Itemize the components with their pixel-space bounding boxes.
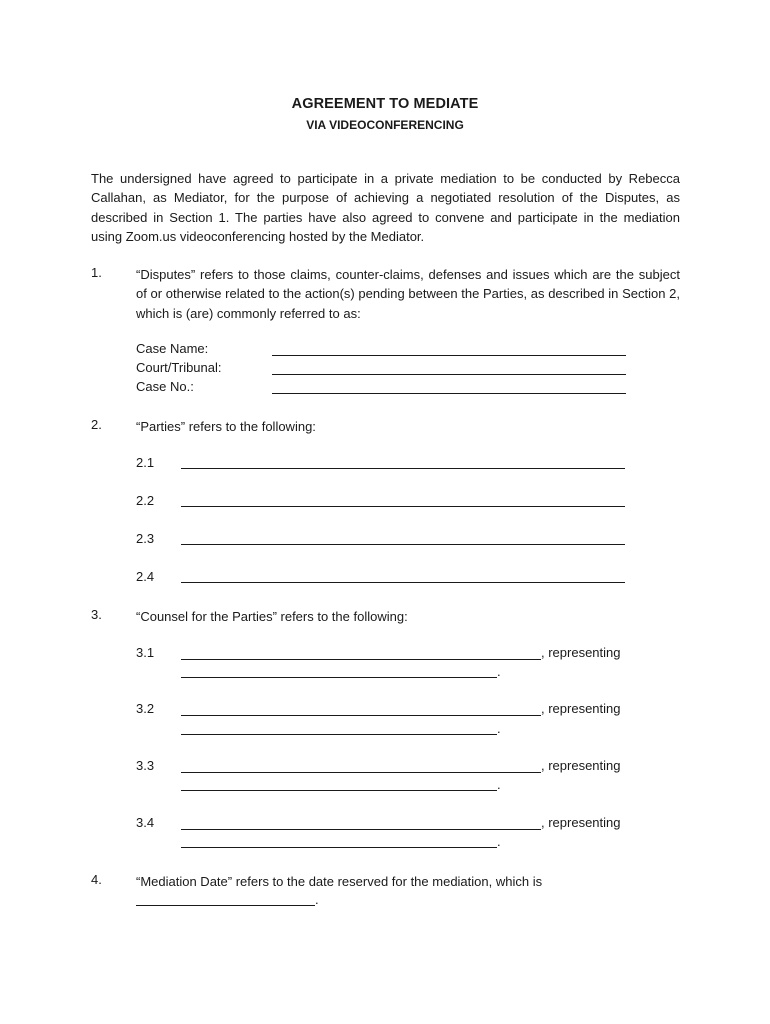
counsel-3-2-label: 3.2 bbox=[136, 701, 155, 716]
period-3-1: . bbox=[497, 664, 501, 679]
section-4-number: 4. bbox=[91, 872, 102, 887]
counsel-3-4-field[interactable] bbox=[181, 829, 541, 830]
period-3-2: . bbox=[497, 721, 501, 736]
party-2-4-label: 2.4 bbox=[136, 569, 155, 584]
section-3-number: 3. bbox=[91, 607, 102, 622]
represented-3-2-field[interactable] bbox=[181, 734, 497, 735]
period-3-3: . bbox=[497, 777, 501, 792]
represented-3-1-field[interactable] bbox=[181, 677, 497, 678]
section-3-text: “Counsel for the Parties” refers to the following: bbox=[136, 609, 408, 624]
party-2-3-label: 2.3 bbox=[136, 531, 155, 546]
mediation-date-field[interactable] bbox=[136, 905, 315, 906]
section-1-text: “Disputes” refers to those claims, counter-claims, defenses and issues which are the subject of or otherwise related to the action(s) pending between the Parties, as described in Section 2, which is (are) commonly referred to as: bbox=[136, 267, 680, 321]
party-2-1-label: 2.1 bbox=[136, 455, 155, 470]
counsel-3-3-field[interactable] bbox=[181, 772, 541, 773]
court-tribunal-field[interactable] bbox=[272, 374, 626, 375]
party-2-2-label: 2.2 bbox=[136, 493, 155, 508]
section-2-number: 2. bbox=[91, 417, 102, 432]
mediation-date-period: . bbox=[315, 892, 319, 907]
case-no-field[interactable] bbox=[272, 393, 626, 394]
period-3-4: . bbox=[497, 834, 501, 849]
intro-paragraph: The undersigned have agreed to participate in a private mediation to be conducted by Rebecca Callahan, as Mediator, for the purpose of achieving a negotiated resolution of the Disputes, as described in Section 1. The parties have also agreed to convene and participate in the mediation using Zoom.us videoconferencing hosted by the Mediator. bbox=[91, 171, 680, 244]
counsel-3-2-field[interactable] bbox=[181, 715, 541, 716]
representing-3-2-text: , representing bbox=[541, 701, 621, 716]
section-1-number: 1. bbox=[91, 265, 102, 280]
representing-3-4-text: , representing bbox=[541, 815, 621, 830]
party-2-4-field[interactable] bbox=[181, 582, 625, 583]
represented-3-3-field[interactable] bbox=[181, 790, 497, 791]
section-2-text: “Parties” refers to the following: bbox=[136, 419, 316, 434]
document-title: AGREEMENT TO MEDIATE bbox=[291, 96, 479, 112]
party-2-1-field[interactable] bbox=[181, 468, 625, 469]
represented-3-4-field[interactable] bbox=[181, 847, 497, 848]
counsel-3-1-field[interactable] bbox=[181, 659, 541, 660]
case-no-label: Case No.: bbox=[136, 379, 194, 394]
document-subtitle: VIA VIDEOCONFERENCING bbox=[306, 118, 464, 132]
party-2-2-field[interactable] bbox=[181, 506, 625, 507]
case-name-label: Case Name: bbox=[136, 341, 209, 356]
representing-3-3-text: , representing bbox=[541, 758, 621, 773]
counsel-3-1-label: 3.1 bbox=[136, 645, 155, 660]
case-name-field[interactable] bbox=[272, 355, 626, 356]
counsel-3-3-label: 3.3 bbox=[136, 758, 155, 773]
representing-3-1-text: , representing bbox=[541, 645, 621, 660]
counsel-3-4-label: 3.4 bbox=[136, 815, 155, 830]
section-4-text: “Mediation Date” refers to the date reserved for the mediation, which is bbox=[136, 874, 543, 889]
court-tribunal-label: Court/Tribunal: bbox=[136, 360, 222, 375]
party-2-3-field[interactable] bbox=[181, 544, 625, 545]
